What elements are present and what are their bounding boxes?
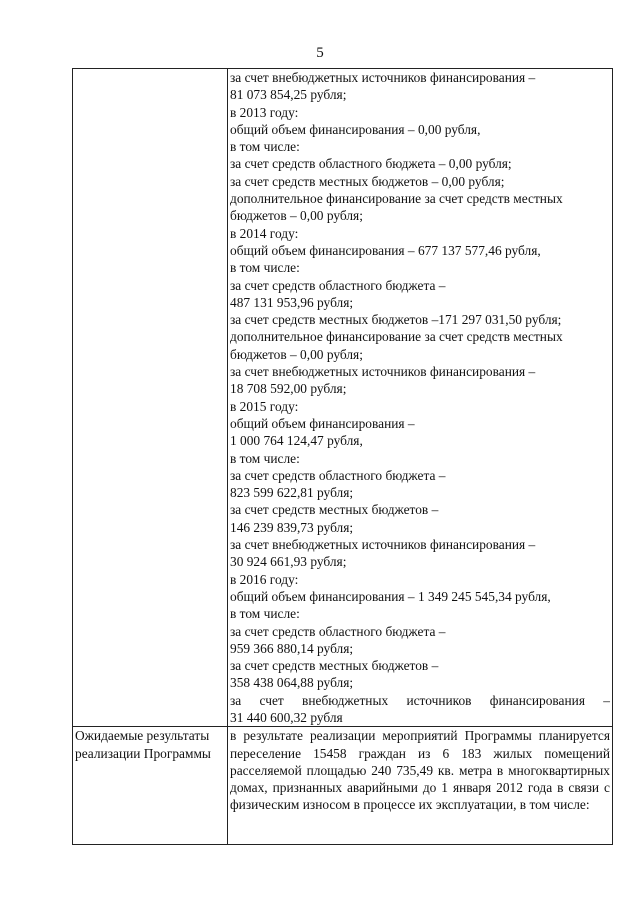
program-passport-table xyxy=(72,68,613,845)
financing-line: за счет внебюджетных источников финансирования – xyxy=(230,692,610,708)
financing-line: в 2015 году: xyxy=(230,398,299,414)
financing-line: в том числе: xyxy=(230,450,300,466)
table-row xyxy=(73,727,613,844)
financing-line: 81 073 854,25 рубля; xyxy=(230,87,347,103)
financing-line: 1 000 764 124,47 рубля, xyxy=(230,433,363,449)
table-row xyxy=(73,69,613,727)
financing-line: бюджетов – 0,00 рубля; xyxy=(230,208,363,224)
financing-line: в 2013 году: xyxy=(230,104,299,120)
financing-line: в том числе: xyxy=(230,606,300,622)
financing-line: 358 438 064,88 рубля; xyxy=(230,675,354,691)
row-value-expected-results xyxy=(228,727,613,844)
financing-line: 959 366 880,14 рубля; xyxy=(230,640,354,656)
financing-line: за счет средств местных бюджетов – 0,00 рубля; xyxy=(230,173,505,189)
page-number: 5 xyxy=(316,45,324,61)
financing-line: 823 599 622,81 рубля; xyxy=(230,485,354,501)
financing-line: общий объем финансирования – 1 349 245 545,34 рубля, xyxy=(230,588,551,604)
financing-line: 30 924 661,93 рубля; xyxy=(230,554,347,570)
financing-line: за счет внебюджетных источников финансирования – xyxy=(230,537,536,553)
financing-line: за счет средств областного бюджета – 0,00 рубля; xyxy=(230,156,512,172)
financing-line: 487 131 953,96 рубля; xyxy=(230,294,354,310)
financing-line: дополнительное финансирование за счет средств местных xyxy=(230,329,563,345)
financing-line: общий объем финансирования – xyxy=(230,415,415,431)
financing-line: за счет средств областного бюджета – xyxy=(230,623,446,639)
financing-line: за счет внебюджетных источников финансирования – xyxy=(230,364,536,380)
financing-line: за счет средств местных бюджетов – xyxy=(230,502,439,518)
financing-line: за счет средств областного бюджета – xyxy=(230,277,446,293)
financing-line: за счет средств местных бюджетов – xyxy=(230,658,439,674)
financing-line: бюджетов – 0,00 рубля; xyxy=(230,346,363,362)
financing-line: за счет средств областного бюджета – xyxy=(230,467,446,483)
financing-line: общий объем финансирования – 0,00 рубля, xyxy=(230,121,481,137)
row-label-expected-results: Ожидаемые результаты реализации Программы xyxy=(73,727,228,844)
expected-results-text: в результате реализации мероприятий Программы планируется переселение 15458 граждан из 6 183 жилых помещений расселяемой площадью 240 735,49 кв. метра в многоквартирных домах, признанных аварийными до 1 января 2012 года в связи с физическим износом в процессе их эксплуатации, в том числе: xyxy=(230,728,610,813)
financing-line: в 2014 году: xyxy=(230,225,299,241)
financing-line: за счет средств местных бюджетов –171 297 031,50 рубля; xyxy=(230,312,562,328)
financing-line: 146 239 839,73 рубля; xyxy=(230,519,354,535)
financing-line: в 2016 году: xyxy=(230,571,299,587)
financing-line: дополнительное финансирование за счет средств местных xyxy=(230,191,563,207)
financing-line: в том числе: xyxy=(230,260,300,276)
row-label xyxy=(73,69,228,727)
financing-line: за счет внебюджетных источников финансирования – xyxy=(230,70,536,85)
financing-line: 31 440 600,32 рубля xyxy=(230,709,343,725)
financing-line: 18 708 592,00 рубля; xyxy=(230,381,347,397)
financing-line: в том числе: xyxy=(230,139,300,155)
financing-line: общий объем финансирования – 677 137 577,46 рубля, xyxy=(230,242,541,258)
row-value xyxy=(228,69,613,727)
